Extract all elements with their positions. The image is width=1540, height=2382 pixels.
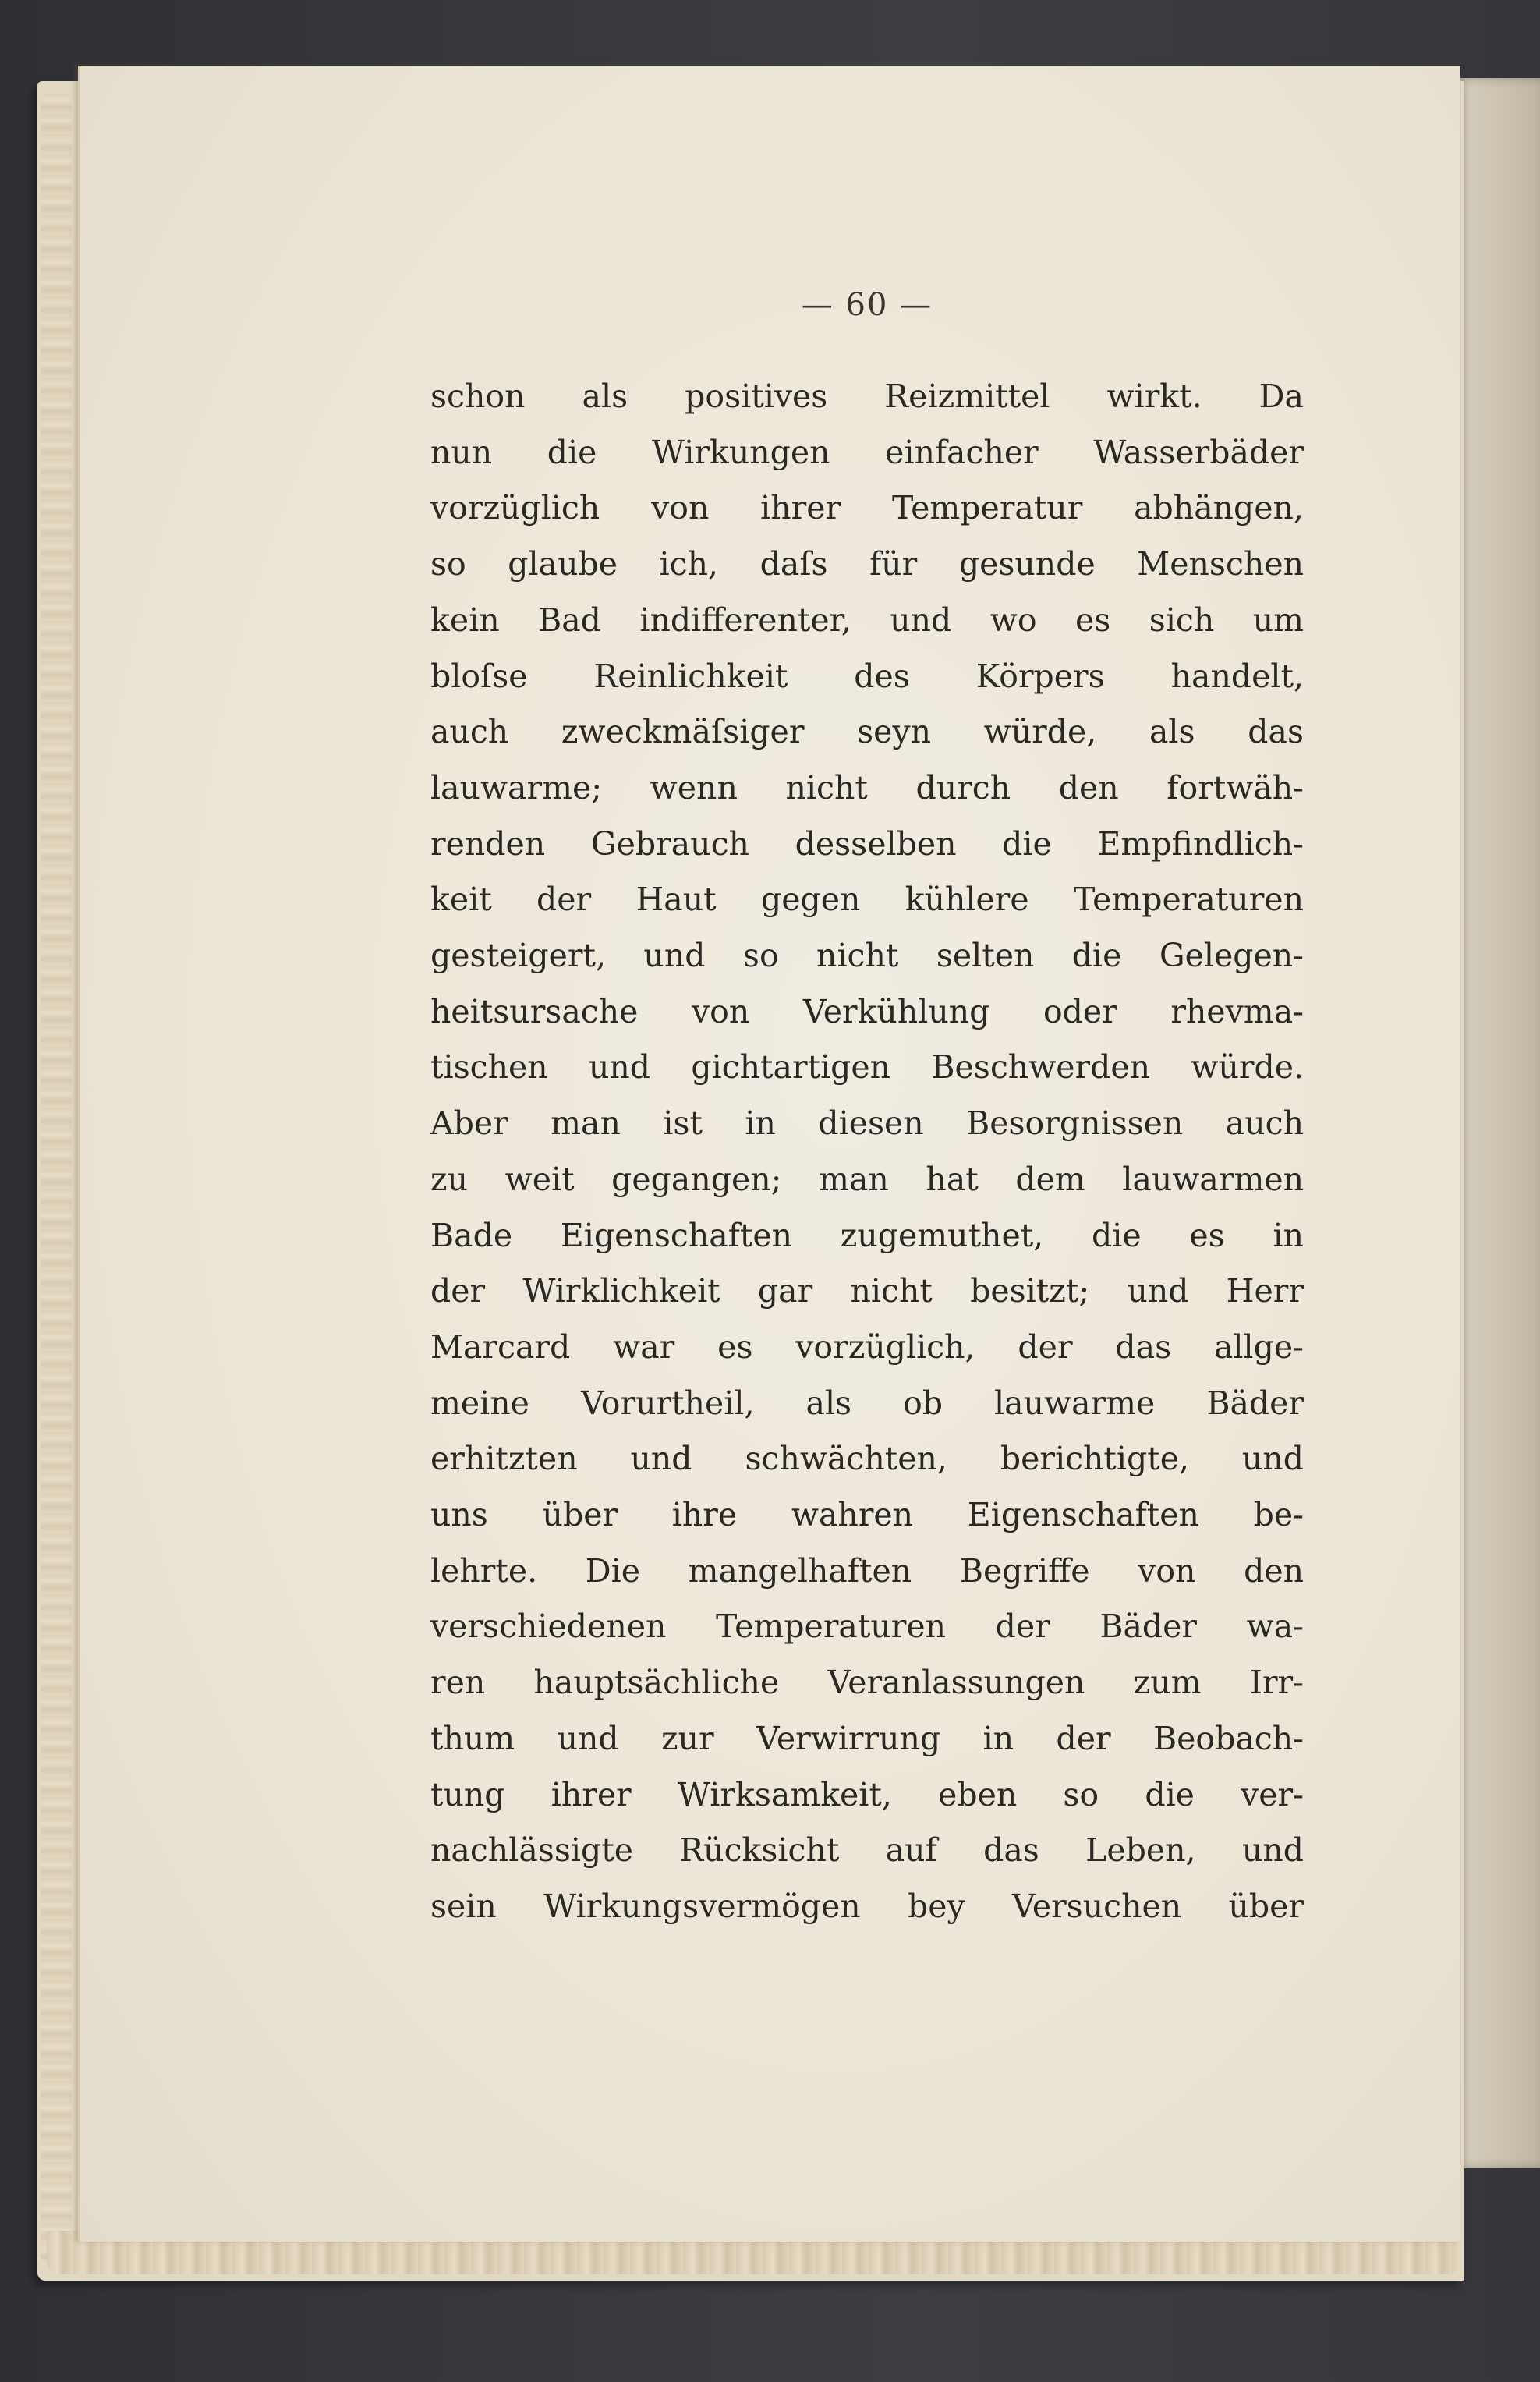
text-line: uns über ihre wahren Eigenschaften be- bbox=[430, 1496, 1304, 1533]
text-line: vorzüglich von ihrer Temperatur abhängen, bbox=[430, 489, 1304, 527]
text-line: Marcard war es vorzüglich, der das allge- bbox=[430, 1327, 1304, 1366]
text-line: renden Gebrauch desselben die Empfindlich- bbox=[430, 824, 1304, 863]
text-line: so glaube ich, daſs für gesunde Menschen bbox=[430, 545, 1304, 583]
text-line: bloſse Reinlichkeit des Körpers handelt, bbox=[430, 657, 1304, 695]
text-line: keit der Haut gegen kühlere Temperaturen bbox=[430, 881, 1304, 919]
text-line: tung ihrer Wirksamkeit, eben so die ver- bbox=[430, 1775, 1304, 1813]
adjacent-page-edge bbox=[1457, 78, 1540, 2168]
text-line: der Wirklichkeit gar nicht besitzt; und Herr bbox=[430, 1272, 1304, 1310]
text-line: sein Wirkungsvermögen bey Versuchen über bbox=[430, 1887, 1304, 1925]
text-line: Bade Eigenschaften zugemuthet, die es in bbox=[430, 1216, 1304, 1254]
text-line: meine Vorurtheil, als ob lauwarme Bäder bbox=[430, 1384, 1304, 1422]
text-line: nachlässigte Rücksicht auf das Leben, und bbox=[430, 1831, 1304, 1870]
text-line: lauwarme; wenn nicht durch den fortwäh- bbox=[430, 768, 1304, 806]
text-line: heitsursache von Verkühlung oder rhevma- bbox=[430, 992, 1304, 1030]
text-line: tischen und gichtartigen Beschwerden würde. bbox=[430, 1048, 1304, 1086]
page-number: — 60 — bbox=[801, 287, 933, 323]
text-line: erhitzten und schwächten, berichtigte, und bbox=[430, 1440, 1304, 1478]
deckled-left-edge bbox=[41, 94, 72, 2262]
text-line: Aber man ist in diesen Besorgnissen auch bbox=[430, 1104, 1304, 1143]
text-line: verschiedenen Temperaturen der Bäder wa- bbox=[430, 1607, 1304, 1646]
text-line: ren hauptsächliche Veranlassungen zum Irr- bbox=[430, 1664, 1304, 1702]
text-line: zu weit gegangen; man hat dem lauwarmen bbox=[430, 1160, 1304, 1198]
text-line: gesteigert, und so nicht selten die Gelegen- bbox=[430, 937, 1304, 974]
text-line: lehrte. Die mangelhaften Begriffe von den bbox=[430, 1551, 1304, 1590]
text-line: auch zweckmäſsiger seyn würde, als das bbox=[430, 713, 1304, 751]
text-line: kein Bad indifferenter, und wo es sich um bbox=[430, 601, 1304, 639]
text-line: schon als positives Reizmittel wirkt. Da bbox=[430, 378, 1304, 415]
text-line: thum und zur Verwirrung in der Beobach- bbox=[430, 1719, 1304, 1757]
text-line: nun die Wirkungen einfacher Wasserbäder bbox=[430, 433, 1304, 471]
